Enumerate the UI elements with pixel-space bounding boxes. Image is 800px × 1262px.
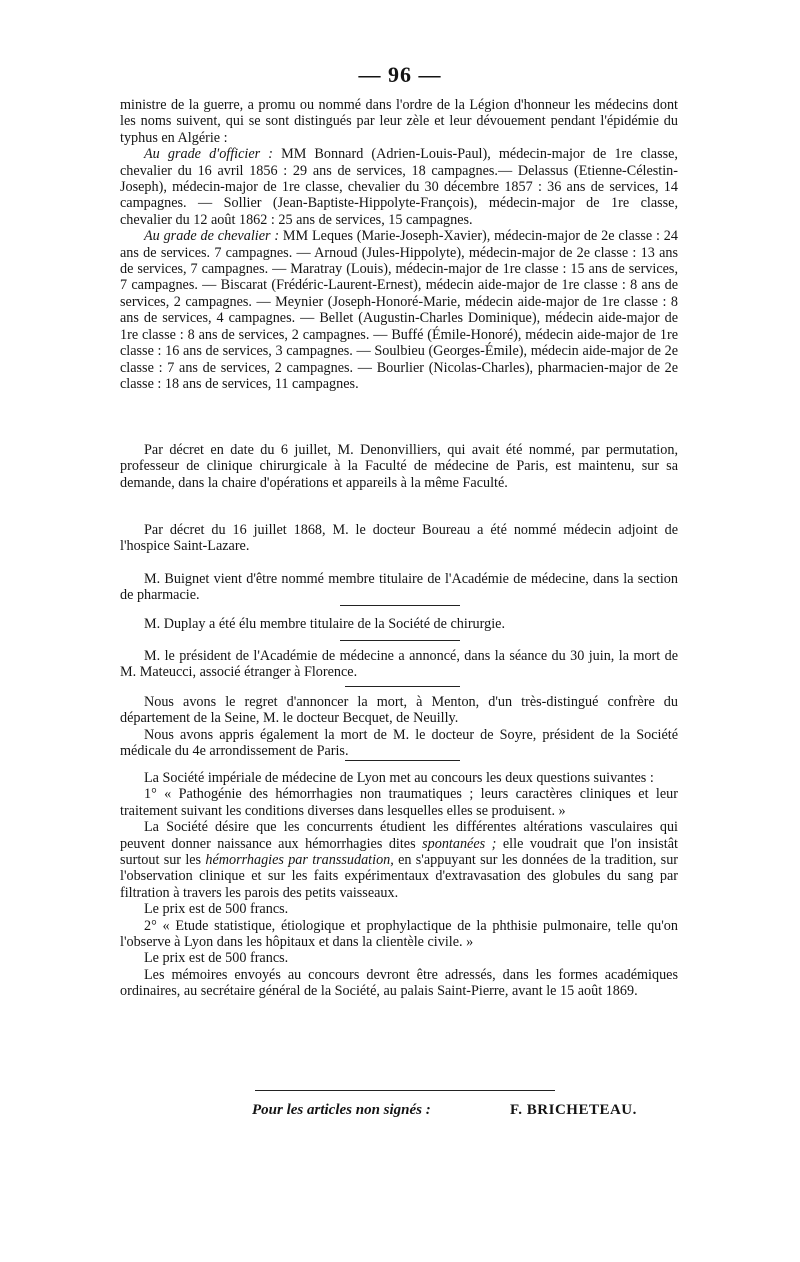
societe-desire-part-a: La Société désire que les concurrents étudient les différentes altérations vasculaires qui peuvent donner naissance aux hémorrhagies dites (120, 819, 678, 852)
boureau-notice (120, 522, 678, 555)
duplay-notice (120, 616, 678, 632)
officier-label: Au grade d'officier : (144, 146, 273, 163)
buignet-notice (120, 571, 678, 604)
societe-desire-part-b: elle voudrait que l'on insistât surtout sur les (120, 835, 678, 869)
signature-author: F. BRICHETEAU. (510, 1102, 637, 1118)
separator-rule (340, 640, 460, 641)
boureau-text: Par décret du 16 juillet 1868, M. le docteur Boureau a été nommé médecin adjoint de l'hospice Saint-Lazare. (120, 522, 678, 555)
chevalier-paragraph (120, 228, 678, 392)
officier-paragraph (120, 146, 678, 228)
societe-desire-part-c: en s'appuyant sur les données de la tradition, sur l'observation clinique et sur les faits expérimentaux d'extravasation des globules du sang par filtration à travers les parois des petits vaisseaux. (120, 852, 679, 901)
prix-2: Le prix est de 500 francs. (144, 950, 289, 967)
duplay-text: M. Duplay a été élu membre titulaire de la Société de chirurgie. (144, 616, 505, 632)
buignet-text: M. Buignet vient d'être nommé membre titulaire de l'Académie de médecine, dans la section de pharmacie. (120, 571, 678, 604)
legion-honneur-section (120, 97, 678, 392)
chevalier-text: MM Leques (Marie-Joseph-Xavier), médecin-major de 2e classe : 24 ans de services. 7 campagnes. — Arnoud (Jules-Hippolyte), médecin-major de 2e classe : 13 ans de services, 7 campagnes. — Maratray (Louis), médecin-major de 1re classe : 15 ans de services, 7 campagnes. — Biscarat (Frédéric-Laurent-Ernest), médecin aide-major de 1re classe : 8 ans de services, 2 campagnes. — Meynier (Joseph-Honoré-Marie, médecin aide-major de 1re classe : 8 ans de services, 4 campagnes. — Bellet (Augustin-Charles Dominique), médecin aide-major de 1re classe : 8 ans de services, 2 campagnes. — Buffé (Émile-Honoré), médecin aide-major de 1re classe : 16 ans de services, 3 campagnes. — Soulbieu (Georges-Émile), médecin aide-major de 2e classe : 7 ans de services, 2 campagnes. — Bourlier (Nicolas-Charles), pharmacien-major de 2e classe : 18 ans de services, 11 campagnes. (120, 228, 678, 392)
legion-intro: ministre de la guerre, a promu ou nommé dans l'ordre de la Légion d'honneur les médecins dont les noms suivent, qui se sont distingués par leur zèle et leur dévouement pendant l'épidémie du typhus en Algérie : (120, 97, 678, 146)
lyon-concours-section (120, 770, 678, 1000)
memoires-text: Les mémoires envoyés au concours devront être adressés, dans les formes académiques ordinaires, au secrétaire général de la Société, au palais Saint-Pierre, avant le 15 août 1869. (120, 966, 678, 1000)
becquet-text: Nous avons le regret d'annoncer la mort, à Menton, d'un très-distingué confrère du département de la Seine, M. le docteur Becquet, de Neuilly. (120, 694, 678, 727)
mateucci-notice (120, 648, 678, 681)
lyon-intro: La Société impériale de médecine de Lyon met au concours les deux questions suivantes : (144, 770, 654, 786)
page-number: — 96 — (358, 62, 442, 87)
mateucci-text: M. le président de l'Académie de médecine a annoncé, dans la séance du 30 juin, la mort de M. Mateucci, associé étranger à Florence. (120, 648, 678, 681)
emphasis-spontanees: spontanées ; (422, 835, 497, 852)
closing-rule (255, 1090, 555, 1091)
officier-text: MM Bonnard (Adrien-Louis-Paul), médecin-major de 1re classe, chevalier du 16 avril 1856 : 29 ans de services, 18 campagnes.— Delassus (Etienne-Célestin-Joseph), médecin-major de 1re classe, chevalier du 30 décembre 1857 : 36 ans de services, 14 campagnes. — Sollier (Jean-Baptiste-Hippolyte-François), médecin-major de 1re classe, chevalier du 12 août 1862 : 25 ans de services, 15 campagnes. (120, 146, 678, 228)
chevalier-label: Au grade de chevalier : (144, 228, 280, 245)
emphasis-transsudation: hémorrhagies par transsudation, (205, 852, 394, 869)
signature-label: Pour les articles non signés : (252, 1102, 431, 1118)
soyre-text: Nous avons appris également la mort de M. le docteur de Soyre, président de la Société médicale du 4e arrondissement de Paris. (120, 726, 678, 760)
societe-desire (120, 819, 678, 901)
signature-line (252, 1102, 652, 1119)
denonvilliers-text: Par décret en date du 6 juillet, M. Denonvilliers, qui avait été nommé, par permutation, professeur de clinique chirurgicale à la Faculté de médecine de Paris, est maintenu, sur sa demande, dans la chaire d'opérations et appareils à la même Faculté. (120, 442, 678, 491)
question-2: 2° « Etude statistique, étiologique et prophylactique de la phthisie pulmonaire, telle qu'on l'observe à Lyon dans les hôpitaux et dans la clientèle civile. » (120, 917, 678, 951)
necrology-section (120, 694, 678, 760)
prix-1: Le prix est de 500 francs. (144, 901, 289, 918)
denonvilliers-notice (120, 442, 678, 491)
separator-rule (345, 760, 460, 761)
question-1: 1° « Pathogénie des hémorrhagies non traumatiques ; leurs caractères cliniques et leur traitement suivant les conditions diverses dans lesquelles elles se produisent. » (120, 786, 678, 819)
separator-rule (340, 605, 460, 606)
separator-rule (345, 686, 460, 687)
